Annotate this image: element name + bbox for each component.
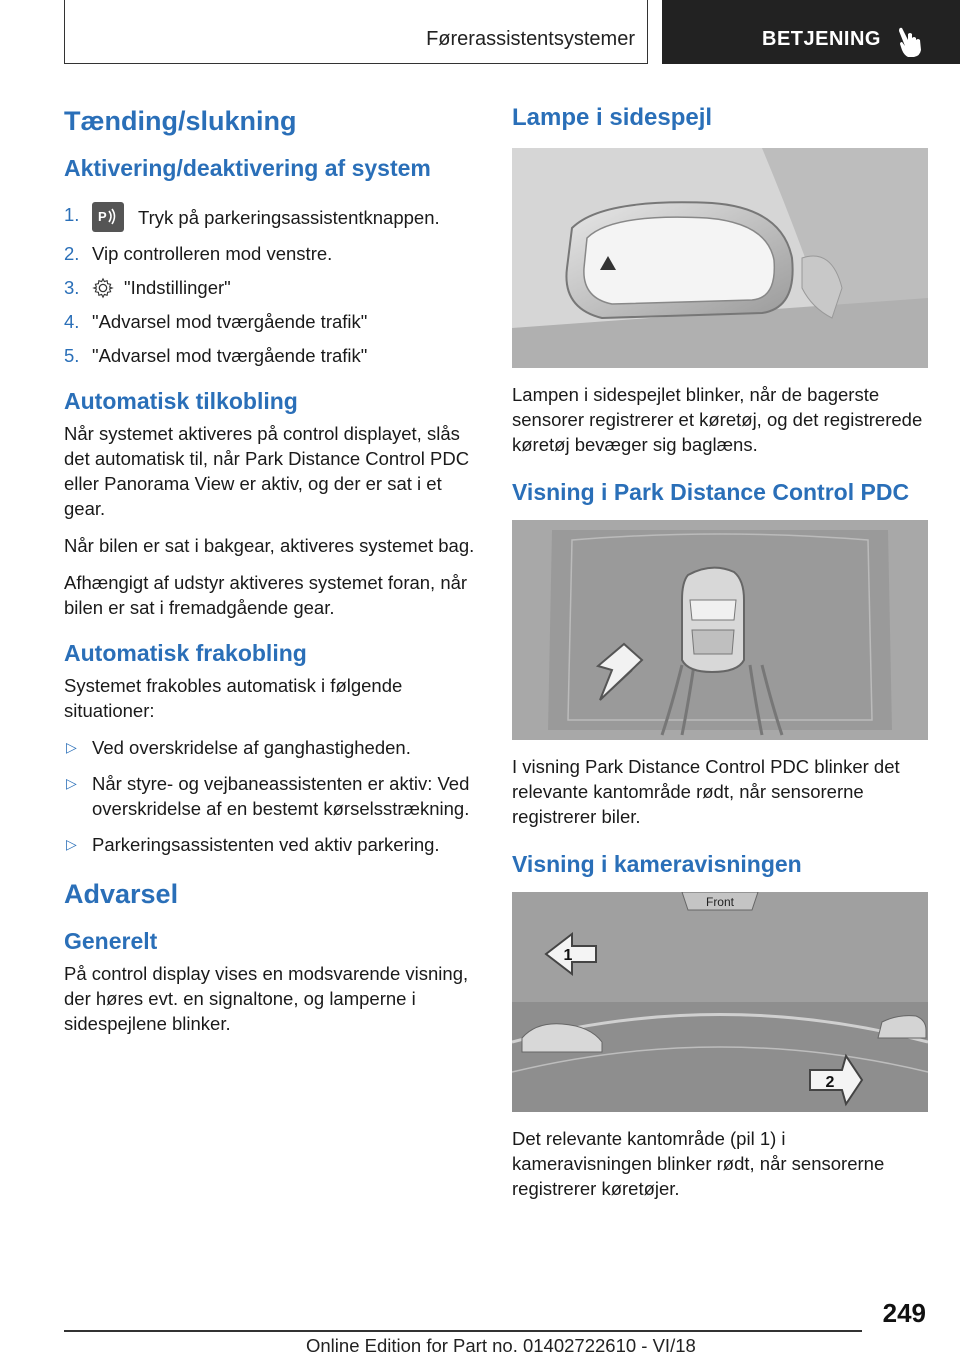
paragraph: På control display vises en modsvarende visning, der høres evt. en signaltone, og lamperne i sidespejlene blinker. (64, 963, 469, 1034)
heading-general: Generelt (64, 928, 158, 954)
hand-pointer-icon (894, 24, 930, 60)
step-item (64, 202, 484, 232)
triangle-bullet-icon: ▷ (66, 739, 77, 755)
paragraph: Det relevante kantområde (pil 1) i kameravisningen blinker rødt, når sensorerne registrerer køretøjer. (512, 1128, 885, 1199)
page-number: 249 (882, 1298, 926, 1328)
deactivation-list (64, 735, 484, 857)
step-item (64, 275, 484, 300)
svg-text:P: P (98, 209, 107, 224)
step-number: 4. (64, 311, 80, 332)
side-mirror-image (512, 148, 928, 368)
heading-camera-view: Visning i kameravisningen (512, 851, 802, 877)
list-item (64, 832, 484, 857)
paragraph: Når systemet aktiveres på control displayet, slås det automatisk til, når Park Distance Control PDC eller Panorama View er aktiv, og der er sat i et gear. (64, 423, 470, 519)
list-item (64, 771, 484, 821)
camera-view-image (512, 892, 928, 1112)
step-text: "Advarsel mod tværgående trafik" (92, 345, 368, 366)
step-text: "Indstillinger" (124, 277, 231, 298)
step-number: 2. (64, 243, 80, 264)
header-section-title: Førerassistentsystemer (426, 28, 635, 50)
step-item (64, 309, 484, 334)
triangle-bullet-icon: ▷ (66, 775, 77, 791)
footer-rule (64, 1330, 862, 1332)
footer-edition: Online Edition for Part no. 01402722610 - VI/18 (306, 1335, 696, 1356)
header-section-box (64, 0, 648, 64)
heading-auto-off: Automatisk frakobling (64, 640, 307, 666)
step-number: 3. (64, 277, 80, 298)
list-item-text: Parkeringsassistenten ved aktiv parkering. (92, 834, 440, 855)
activation-steps (64, 202, 484, 368)
step-text: Vip controlleren mod venstre. (92, 243, 333, 264)
paragraph: Afhængigt af udstyr aktiveres systemet foran, når bilen er sat i fremadgående gear. (64, 572, 468, 618)
list-item (64, 735, 484, 760)
paragraph: Når bilen er sat i bakgear, aktiveres systemet bag. (64, 535, 475, 556)
header-chapter-box (662, 0, 960, 64)
parking-assistant-button-icon (92, 202, 124, 232)
paragraph: Systemet frakobles automatisk i følgende situationer: (64, 675, 403, 721)
step-number: 5. (64, 345, 80, 366)
left-column (64, 100, 484, 1048)
camera-front-label: Front (705, 895, 735, 909)
list-item-text: Ved overskridelse af ganghastigheden. (92, 737, 411, 758)
triangle-bullet-icon: ▷ (66, 836, 77, 852)
step-number: 1. (64, 204, 80, 225)
step-text: Tryk på parkeringsassistentknappen. (138, 206, 440, 228)
heading-pdc-view: Visning i Park Distance Control PDC (512, 479, 910, 505)
step-item (64, 241, 484, 266)
camera-arrow-1-label: 1 (563, 947, 573, 964)
heading-auto-on: Automatisk tilkobling (64, 388, 298, 414)
heading-activation: Aktivering/deaktivering af system (64, 155, 431, 181)
step-item (64, 343, 484, 368)
header-chapter-title: BETJENING (762, 28, 881, 50)
gear-icon (92, 277, 114, 299)
pdc-view-image (512, 520, 928, 740)
section-title-ignition: Tænding/slukning (64, 106, 297, 136)
paragraph: I visning Park Distance Control PDC blinker det relevante kantområde rødt, når sensorerne registrerer biler. (512, 756, 900, 827)
heading-mirror-lamp: Lampe i sidespejl (512, 104, 713, 131)
right-column (512, 100, 928, 1213)
camera-arrow-2-label: 2 (825, 1074, 835, 1091)
heading-warning: Advarsel (64, 879, 179, 909)
paragraph: Lampen i sidespejlet blinker, når de bagerste sensorer registrerer et køretøj, og det registrerede køretøj bevæger sig baglæns. (512, 384, 923, 455)
list-item-text: Når styre- og vejbaneassistenten er aktiv: Ved overskridelse af en bestemt kørselsstrækning. (92, 773, 470, 819)
step-text: "Advarsel mod tværgående trafik" (92, 311, 368, 332)
